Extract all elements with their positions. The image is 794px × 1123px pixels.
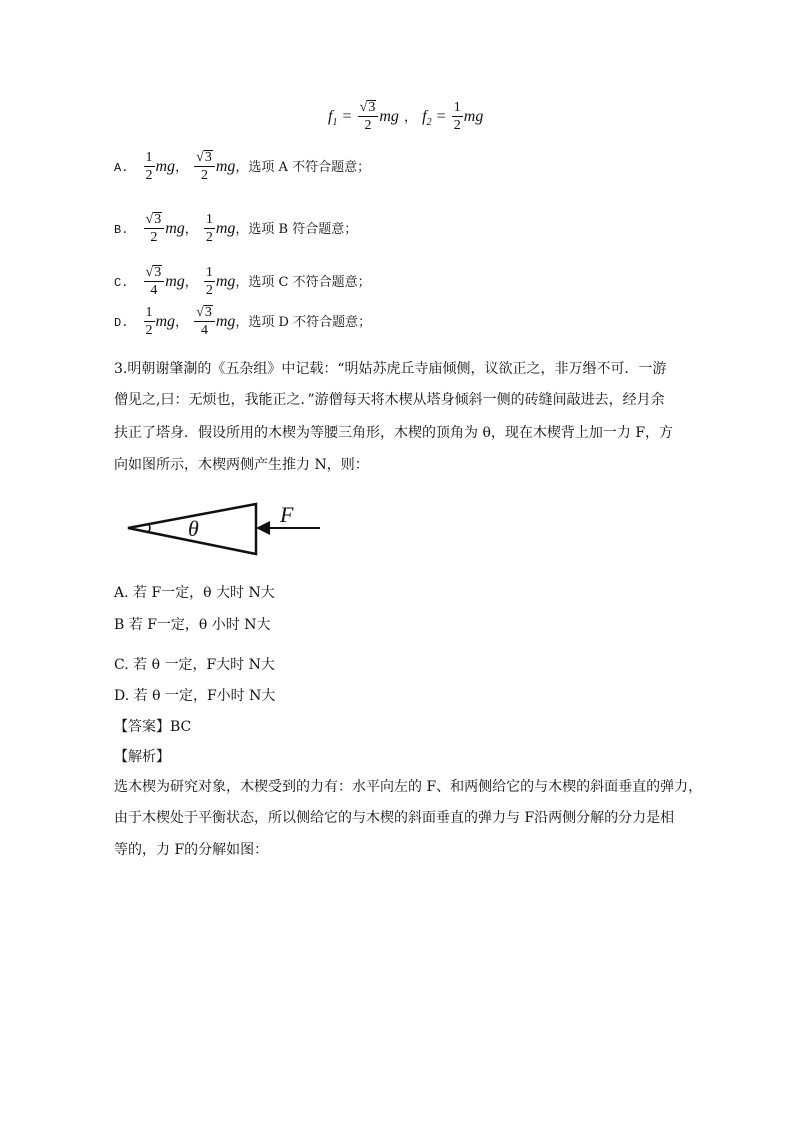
fraction-sqrt3-over-2: √ 3 2 xyxy=(358,100,379,133)
option-a: A. 若 F一定，θ 大时 N大 xyxy=(114,585,275,601)
f1-subscript: 1 xyxy=(332,117,338,129)
option-c: C. 若 θ 一定，F大时 N大 xyxy=(114,657,275,673)
analysis-line-3: 等的，力 F的分解如图： xyxy=(114,842,269,858)
fraction-1-over-2: $\frac{1}{2}$ xyxy=(453,99,461,133)
option-b: B 若 F一定，θ 小时 N大 xyxy=(114,617,271,633)
theta-label: θ xyxy=(188,516,199,541)
option-d: D. 若 θ 一定，F小时 N大 xyxy=(114,688,276,704)
question-line-1: 3.明朝谢肇淛的《五杂组》中记载：“明姑苏虎丘寺庙倾侧，议欲正之，非万缗不可．一游 xyxy=(114,361,667,377)
f2-subscript: 2 xyxy=(426,117,432,129)
analysis-tag: 【解析】 xyxy=(114,749,170,765)
answer-line xyxy=(114,716,191,736)
prev-option-b: B. √ 3 2 mg， $\frac{1}{2}$ mg，选项 B 符合题意； xyxy=(114,211,358,245)
analysis-line-2: 由于木楔处于平衡状态，所以侧给它的与木楔的斜面垂直的弹力与 F沿两侧分解的分力是相 xyxy=(114,810,675,826)
wedge-figure xyxy=(124,500,334,560)
f2-symbol: f xyxy=(422,108,427,125)
question-line-2: 僧见之,曰：无烦也，我能正之．”游僧每天将木楔从塔身倾斜一侧的砖缝间敲进去，经月余 xyxy=(114,392,665,408)
apex-angle-arc xyxy=(148,524,150,532)
prev-option-c: C. √ 3 4 mg， $\frac{1}{2}$ mg，选项 C 不符合题意； xyxy=(114,264,371,298)
force-label: F xyxy=(280,502,294,527)
analysis-line-1: 选木楔为研究对象，木楔受到的力有：水平向左的 F、和两侧给它的与木楔的斜面垂直的弹力， xyxy=(114,779,703,795)
prev-option-a: A. $\frac{1}{2}$ mg， √ 3 2 mg，选项 A 不符合题意； xyxy=(114,149,371,183)
equals-sign: = xyxy=(342,108,352,125)
question-line-3: 扶正了塔身．假设所用的木楔为等腰三角形，木楔的顶角为 θ，现在木楔背上加一力 F，方 xyxy=(114,425,674,441)
prev-option-d: D. $\frac{1}{2}$ mg， √ 3 4 mg，选项 D 不符合题意； xyxy=(114,304,372,338)
f1-symbol: f xyxy=(328,108,333,125)
force-arrowhead xyxy=(256,521,270,535)
formula-friction: $f_1$ = √ 3 2 mg ， $f_2$ = $\frac{1}{2}$ mg xyxy=(328,99,484,133)
question-line-4: 向如图所示，木楔两侧产生推力 N，则： xyxy=(114,457,369,473)
answer-value: BC xyxy=(170,719,192,735)
answer-tag: 【答案】 xyxy=(114,719,170,735)
